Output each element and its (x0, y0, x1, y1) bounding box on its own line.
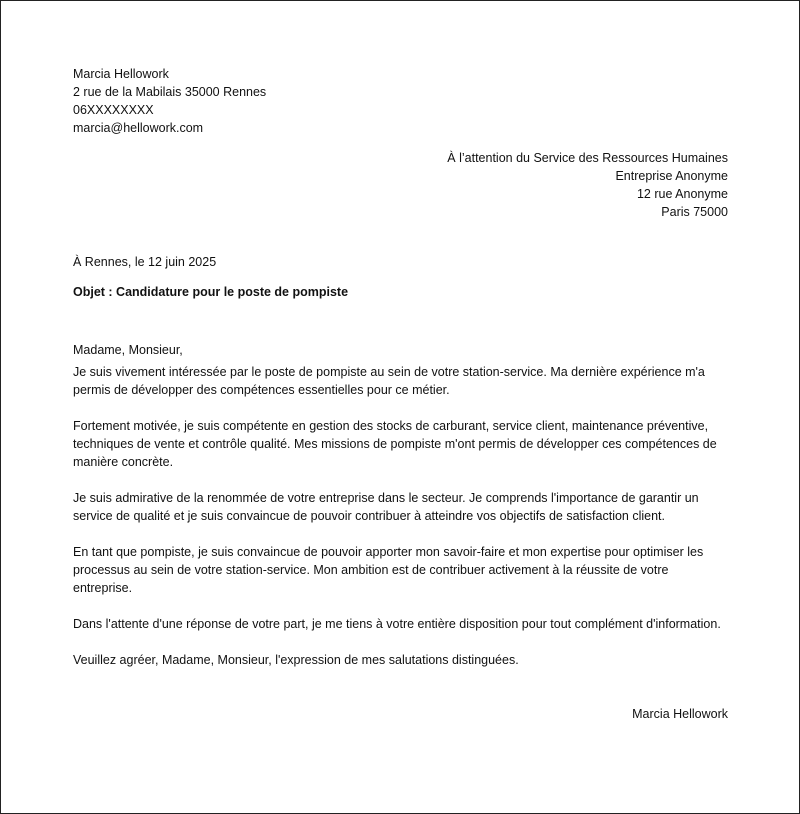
recipient-city: Paris 75000 (661, 205, 728, 219)
date-line: À Rennes, le 12 juin 2025 (73, 255, 217, 269)
body-paragraph: En tant que pompiste, je suis convaincue de pouvoir apporter mon savoir-faire et mon expertise pour optimiser les processus au sein de votre station-service. Mon ambition est de contribuer activement à la réussite de votre entreprise. (73, 545, 704, 595)
recipient-block (73, 149, 728, 221)
sender-address: 2 rue de la Mabilais 35000 Rennes (73, 85, 267, 99)
recipient-company: Entreprise Anonyme (615, 169, 728, 183)
greeting: Madame, Monsieur, (73, 343, 183, 357)
body-paragraph: Dans l'attente d'une réponse de votre part, je me tiens à votre entière disposition pour tout complément d'information. (73, 617, 721, 631)
letter-body (73, 363, 728, 633)
body-paragraph: Je suis admirative de la renommée de votre entreprise dans le secteur. Je comprends l'importance de garantir un service de qualité et je suis convaincue de pouvoir contribuer à atteindre vos objectifs de satisfaction client. (73, 491, 699, 523)
closing-line: Veuillez agréer, Madame, Monsieur, l'expression de mes salutations distinguées. (73, 653, 519, 667)
sender-name: Marcia Hellowork (73, 67, 169, 81)
subject-line: Objet : Candidature pour le poste de pompiste (73, 285, 349, 299)
body-paragraph: Fortement motivée, je suis compétente en gestion des stocks de carburant, service client, maintenance préventive, techniques de vente et contrôle qualité. Mes missions de pompiste m'ont permis de développer ces compétences de manière concrète. (73, 419, 717, 469)
recipient-attention: À l’attention du Service des Ressources Humaines (447, 151, 728, 165)
sender-block (73, 65, 728, 137)
recipient-street: 12 rue Anonyme (636, 187, 728, 201)
cover-letter (73, 65, 728, 723)
body-paragraph: Je suis vivement intéressée par le poste de pompiste au sein de votre station-service. Ma dernière expérience m'a permis de développer des compétences essentielles pour ce métier. (73, 365, 705, 397)
signature: Marcia Hellowork (632, 707, 728, 721)
sender-email: marcia@hellowork.com (73, 121, 204, 135)
sender-phone: 06XXXXXXXX (73, 103, 154, 117)
